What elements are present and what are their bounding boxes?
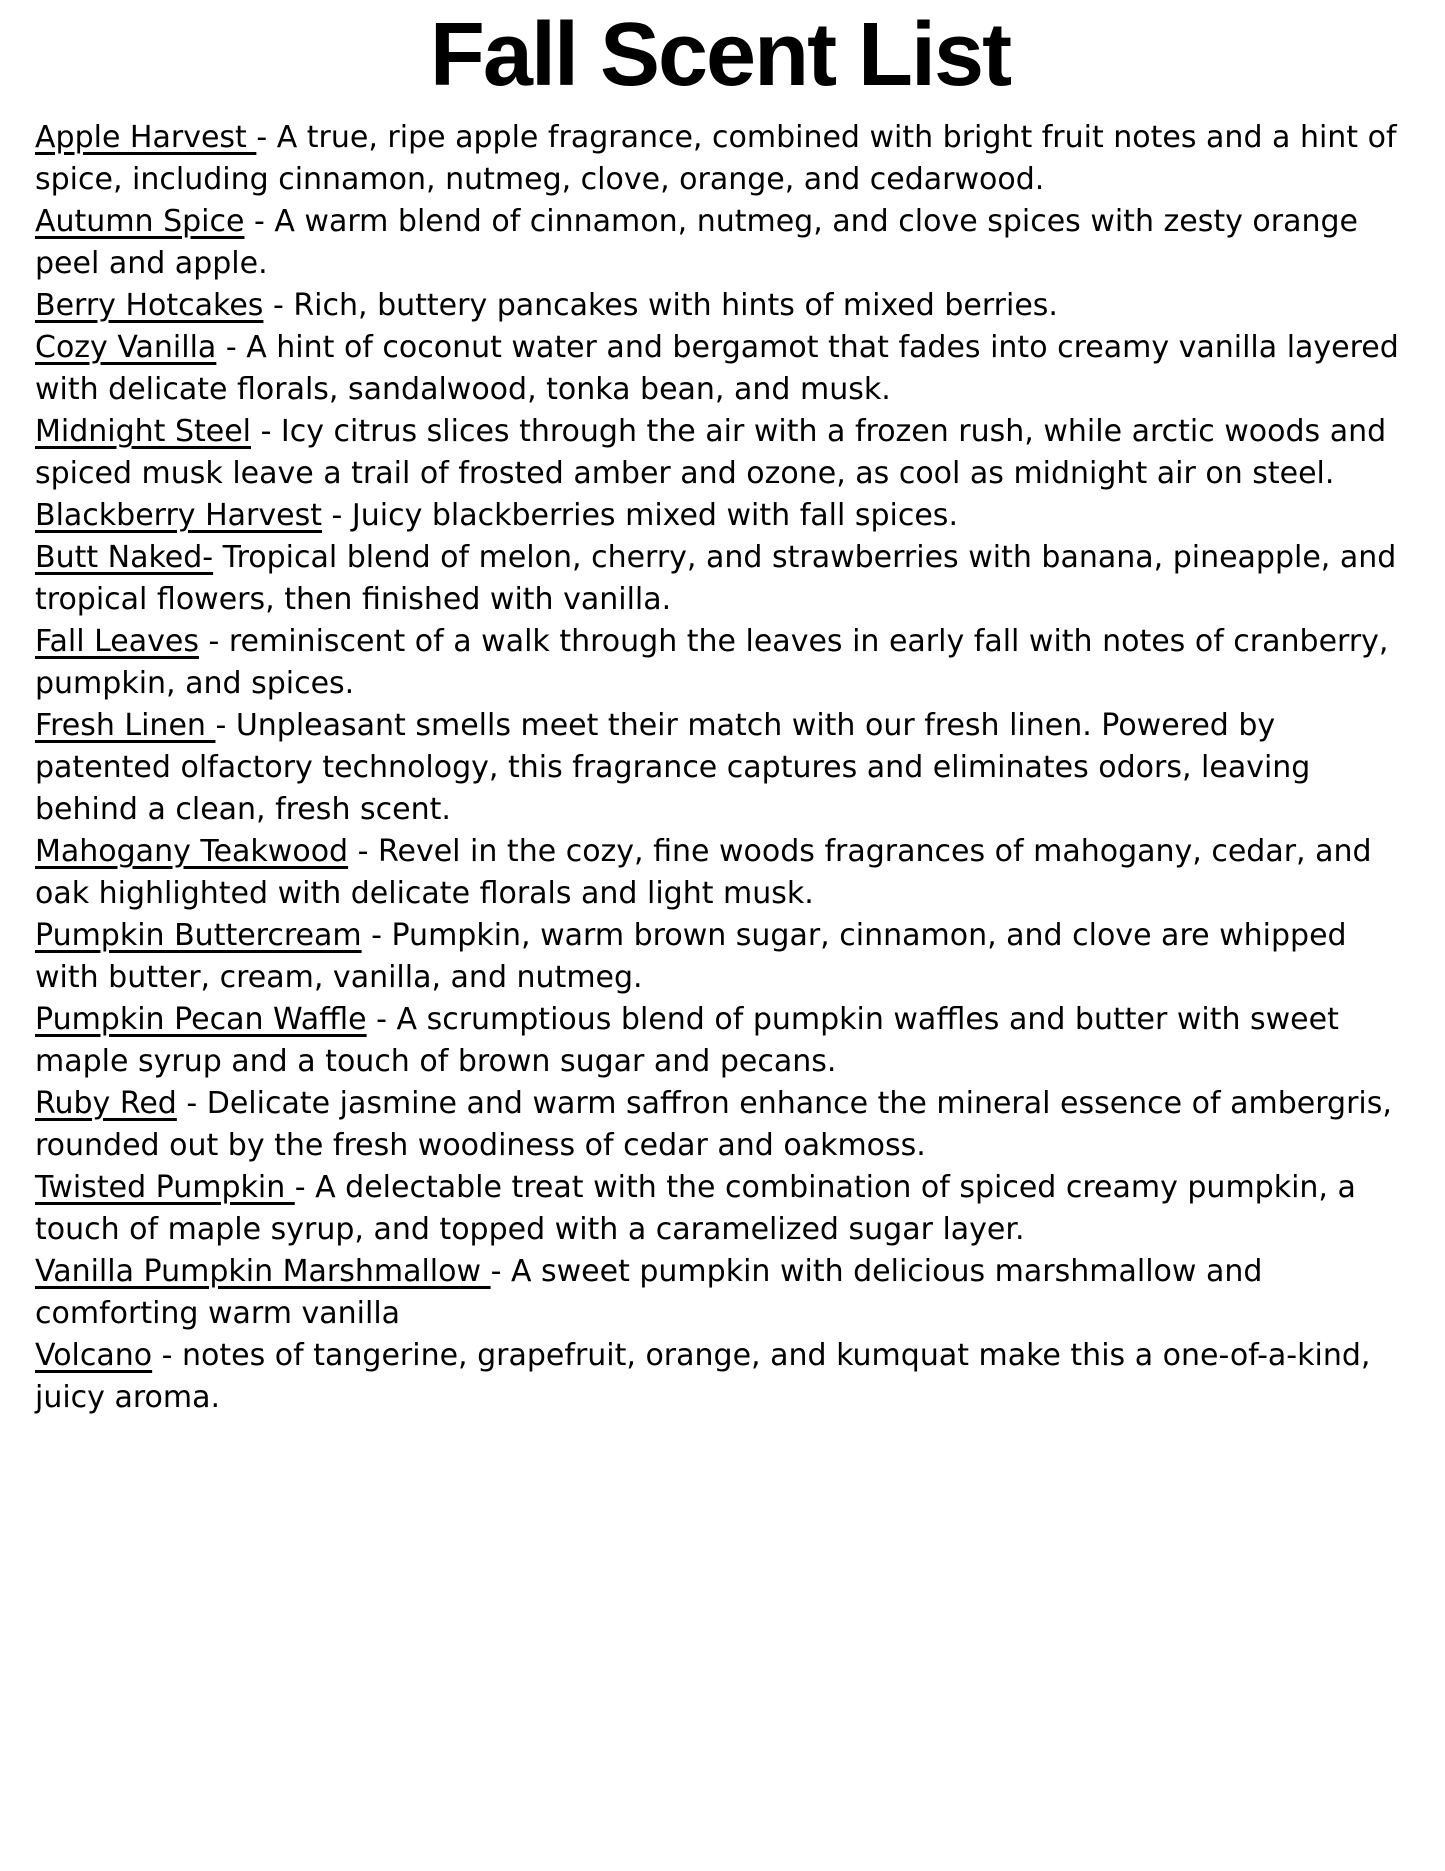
scent-entry <box>35 999 1405 1083</box>
scent-entry <box>35 1251 1405 1335</box>
scent-description: - reminiscent of a walk through the leaves in early fall with notes of cranberry, pumpkin, and spices. <box>35 624 1398 701</box>
scent-name: Autumn Spice <box>35 204 245 239</box>
scent-name: Berry Hotcakes <box>35 288 264 323</box>
scent-name: Fall Leaves <box>35 624 199 659</box>
scent-entry <box>35 1167 1405 1251</box>
scent-name: Twisted Pumpkin <box>35 1170 295 1205</box>
scent-description: - A sweet pumpkin with delicious marshmallow and comforting warm vanilla <box>35 1254 1272 1331</box>
scent-description: - notes of tangerine, grapefruit, orange, and kumquat make this a one-of-a-kind, juicy aroma. <box>35 1338 1380 1415</box>
scent-name: Vanilla Pumpkin Marshmallow <box>35 1254 491 1289</box>
scent-name: Butt Naked- <box>35 540 214 575</box>
scent-description: - Juicy blackberries mixed with fall spices. <box>321 498 958 533</box>
scent-entry <box>35 621 1405 705</box>
scent-description: - Unpleasant smells meet their match with our fresh linen. Powered by patented olfactory technology, this fragrance captures and eliminates odors, leaving behind a clean, fresh scent. <box>35 708 1320 827</box>
scent-list <box>35 117 1409 1419</box>
scent-description: - Pumpkin, warm brown sugar, cinnamon, and clove are whipped with butter, cream, vanilla, and nutmeg. <box>35 918 1357 995</box>
scent-entry <box>35 1083 1405 1167</box>
scent-name: Ruby Red <box>35 1086 177 1121</box>
page-title: Fall Scent List <box>429 5 1011 105</box>
scent-description: - Icy citrus slices through the air with a frozen rush, while arctic woods and spiced musk leave a trail of frosted amber and ozone, as cool as midnight air on steel. <box>35 414 1396 491</box>
scent-description: - A scrumptious blend of pumpkin waffles and butter with sweet maple syrup and a touch of brown sugar and pecans. <box>35 1002 1349 1079</box>
scent-name: Fresh Linen <box>35 708 216 743</box>
scent-entry <box>35 411 1405 495</box>
scent-entry <box>35 201 1405 285</box>
scent-entry <box>35 537 1405 621</box>
scent-name: Blackberry Harvest <box>35 498 322 533</box>
scent-description: - Rich, buttery pancakes with hints of mixed berries. <box>263 288 1058 323</box>
scent-name: Midnight Steel <box>35 414 252 449</box>
scent-description: - A delectable treat with the combination of spiced creamy pumpkin, a touch of maple syrup, and topped with a caramelized sugar layer. <box>35 1170 1366 1247</box>
scent-name: Pumpkin Buttercream <box>35 918 362 953</box>
scent-description: - A warm blend of cinnamon, nutmeg, and clove spices with zesty orange peel and apple. <box>35 204 1368 281</box>
scent-description: Tropical blend of melon, cherry, and strawberries with banana, pineapple, and tropical flowers, then finished with vanilla. <box>35 540 1406 617</box>
scent-entry <box>35 327 1409 411</box>
scent-entry <box>35 915 1405 999</box>
scent-name: Cozy Vanilla <box>35 330 217 365</box>
scent-name: Mahogany Teakwood <box>35 834 349 869</box>
scent-name: Apple Harvest <box>35 120 257 155</box>
scent-description: - Revel in the cozy, fine woods fragrances of mahogany, cedar, and oak highlighted with delicate florals and light musk. <box>35 834 1382 911</box>
scent-description: - A hint of coconut water and bergamot that fades into creamy vanilla layered with delicate florals, sandalwood, tonka bean, and musk. <box>35 330 1409 407</box>
scent-name: Volcano <box>35 1338 153 1373</box>
scent-description: - A true, ripe apple fragrance, combined with bright fruit notes and a hint of spice, including cinnamon, nutmeg, clove, orange, and cedarwood. <box>35 120 1407 197</box>
scent-entry <box>35 831 1405 915</box>
scent-entry <box>35 117 1405 201</box>
scent-entry <box>35 285 1405 327</box>
scent-entry <box>35 495 1405 537</box>
scent-description: - Delicate jasmine and warm saffron enhance the mineral essence of ambergris, rounded out by the fresh woodiness of cedar and oakmoss. <box>35 1086 1402 1163</box>
scent-entry <box>35 705 1405 831</box>
scent-name: Pumpkin Pecan Waffle <box>35 1002 367 1037</box>
scent-entry <box>35 1335 1405 1419</box>
